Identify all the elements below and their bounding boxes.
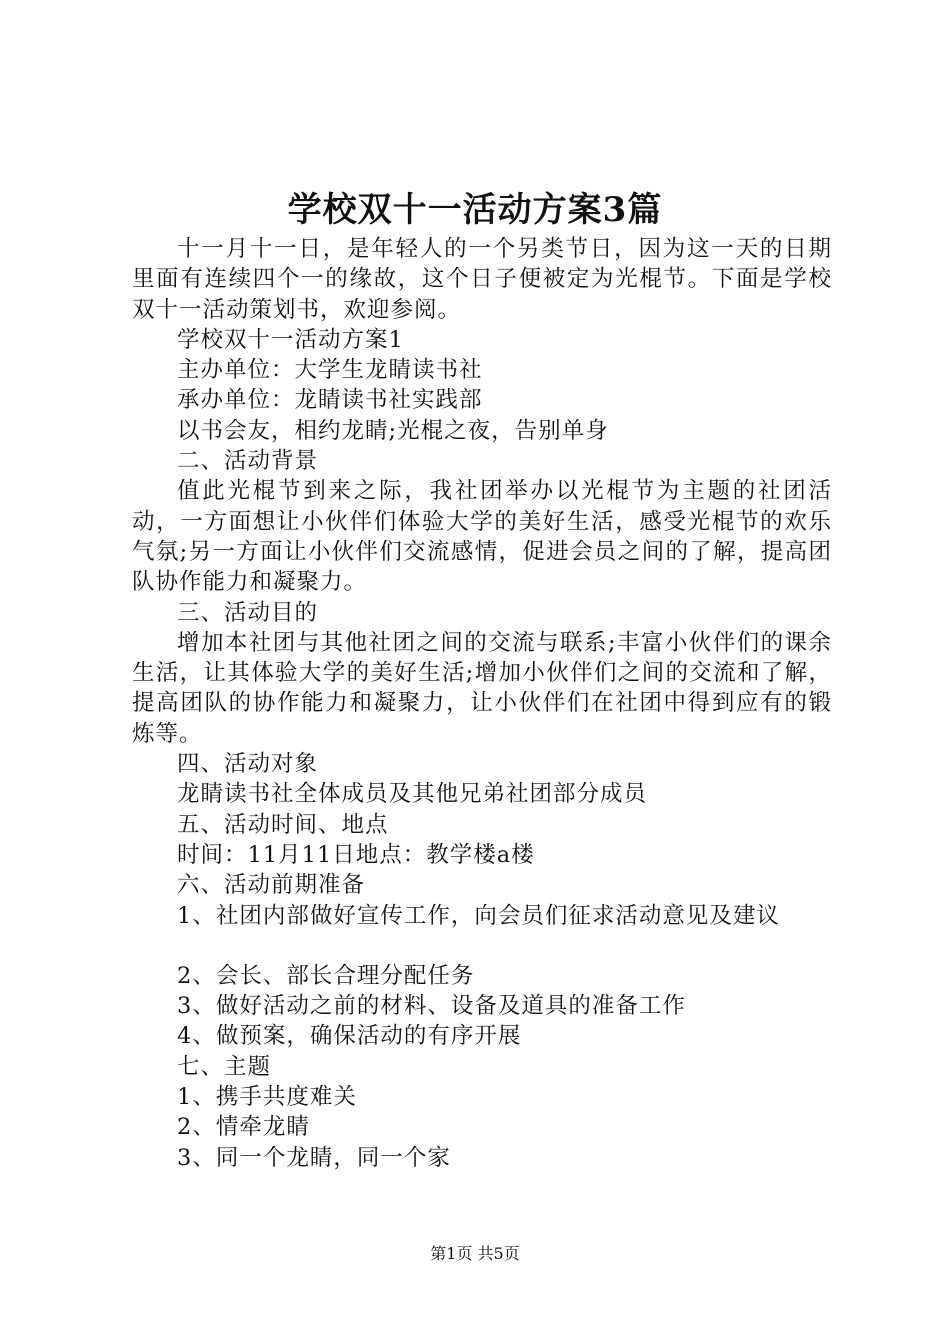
theme-item-2: 2、情牵龙睛 (177, 1114, 310, 1141)
intro-paragraph: 十一月十一日，是年轻人的一个另类节日，因为这一天的日期里面有连续四个一的缘故，这个日子便被定为光棍节。下面是学校双十一活动策划书，欢迎参阅。 (132, 236, 832, 323)
background-paragraph: 值此光棍节到来之际，我社团举办以光棍节为主题的社团活动，一方面想让小伙伴们体验大学的美好生活，感受光棍节的欢乐气氛;另一方面让小伙伴们交流感情，促进会员之间的了解，提高团队协作能力和凝聚力。 (132, 478, 832, 596)
section-heading-theme: 七、主题 (177, 1053, 272, 1080)
preparation-item-1: 1、社团内部做好宣传工作，向会员们征求活动意见及建议 (177, 902, 780, 929)
time-place-line: 时间：11月11日地点：教学楼a楼 (177, 841, 535, 868)
theme-item-1: 1、携手共度难关 (177, 1084, 357, 1111)
audience-line: 龙睛读书社全体成员及其他兄弟社团部分成员 (177, 781, 648, 808)
organizer-line: 主办单位：大学生龙睛读书社 (177, 357, 483, 384)
blank-line (132, 931, 832, 961)
preparation-item-3: 3、做好活动之前的材料、设备及道具的准备工作 (177, 993, 686, 1020)
plan-heading: 学校双十一活动方案1 (177, 326, 404, 353)
document-body (132, 234, 832, 1173)
section-heading-background: 二、活动背景 (177, 448, 319, 475)
purpose-paragraph: 增加本社团与其他社团之间的交流与联系;丰富小伙伴们的课余生活，让其体验大学的美好生活;增加小伙伴们之间的交流和了解，提高团队的协作能力和凝聚力，让小伙伴们在社团中得到应有的锻炼等。 (132, 629, 832, 747)
section-heading-purpose: 三、活动目的 (177, 599, 319, 626)
theme-slogan-line: 以书会友，相约龙睛;光棍之夜，告别单身 (177, 417, 609, 444)
theme-item-3: 3、同一个龙睛，同一个家 (177, 1144, 451, 1171)
preparation-item-2: 2、会长、部长合理分配任务 (177, 962, 475, 989)
section-heading-preparation: 六、活动前期准备 (177, 872, 366, 899)
section-heading-time-place: 五、活动时间、地点 (177, 811, 389, 838)
page-footer: 第1页 共5页 (430, 1244, 520, 1263)
preparation-item-4: 4、做预案，确保活动的有序开展 (177, 1023, 522, 1050)
document-title: 学校双十一活动方案3篇 (287, 190, 663, 230)
section-heading-audience: 四、活动对象 (177, 751, 319, 778)
co-organizer-line: 承办单位：龙睛读书社实践部 (177, 387, 483, 414)
